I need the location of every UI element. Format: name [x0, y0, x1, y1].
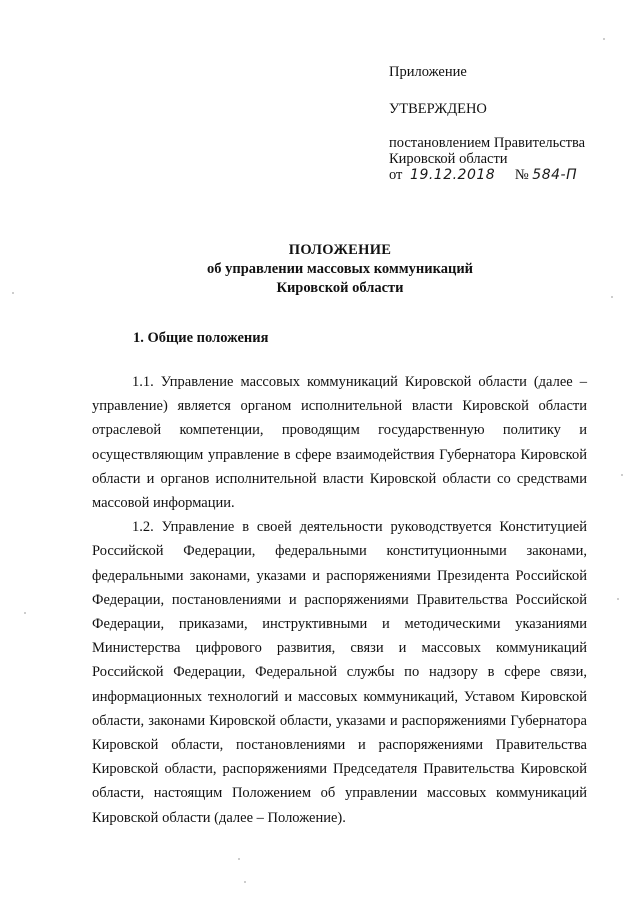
paragraph-1-1: 1.1. Управление массовых коммуникаций Кировской области (далее – управление) является органом исполнительной власти Кировской области отраслевой компетенции, проводящим государственную политику и осуществляющим управление в сфере взаимодействия Губернатора Кировской области и органов исполнительной власти Кировской области со средствами массовой информации. — [92, 374, 587, 512]
appendix-label: Приложение — [389, 64, 467, 80]
scan-speck — [603, 38, 605, 40]
title-line-1: ПОЛОЖЕНИЕ — [288, 242, 392, 258]
scan-speck — [238, 858, 240, 860]
document-title — [0, 241, 640, 298]
section-body — [92, 370, 587, 830]
approved-label: УТВЕРЖДЕНО — [389, 101, 487, 117]
title-line-2: об управлении массовых коммуникаций — [206, 261, 474, 277]
decree-date-number — [389, 167, 619, 183]
handwritten-date: 19.12.2018 — [410, 167, 496, 183]
scan-speck — [617, 598, 619, 600]
decree-line-2: Кировской области — [389, 151, 508, 167]
handwritten-number: 584-П — [532, 167, 578, 183]
approval-block — [389, 64, 619, 183]
paragraph-1-2: 1.2. Управление в своей деятельности руководствуется Конституцией Российской Федерации, федеральными конституционными законами, федеральными законами, указами и распоряжениями Президента Российской Федерации, постановлениями и распоряжениями Правительства Российской Федерации, приказами, инструктивными и методическими указаниями Министерства цифрового развития, связи и массовых коммуникаций Российской Федерации, Федеральной службы по надзору в сфере связи, информационных технологий и массовых коммуникаций, Уставом Кировской области, законами Кировской области, указами и распоряжениями Губернатора Кировской области, постановлениями и распоряжениями Правительства Кировской области, распоряжениями Председателя Правительства Кировской области, настоящим Положением об управлении массовых коммуникаций Кировской области (далее – Положение). — [92, 519, 587, 826]
from-prefix: от — [389, 167, 403, 183]
section-heading: 1. Общие положения — [133, 330, 269, 346]
scan-speck — [621, 474, 623, 476]
scan-speck — [244, 881, 246, 883]
title-line-3: Кировской области — [276, 280, 404, 296]
scan-speck — [24, 612, 26, 614]
decree-line-1: постановлением Правительства — [389, 135, 586, 151]
number-sign: № — [514, 167, 529, 183]
